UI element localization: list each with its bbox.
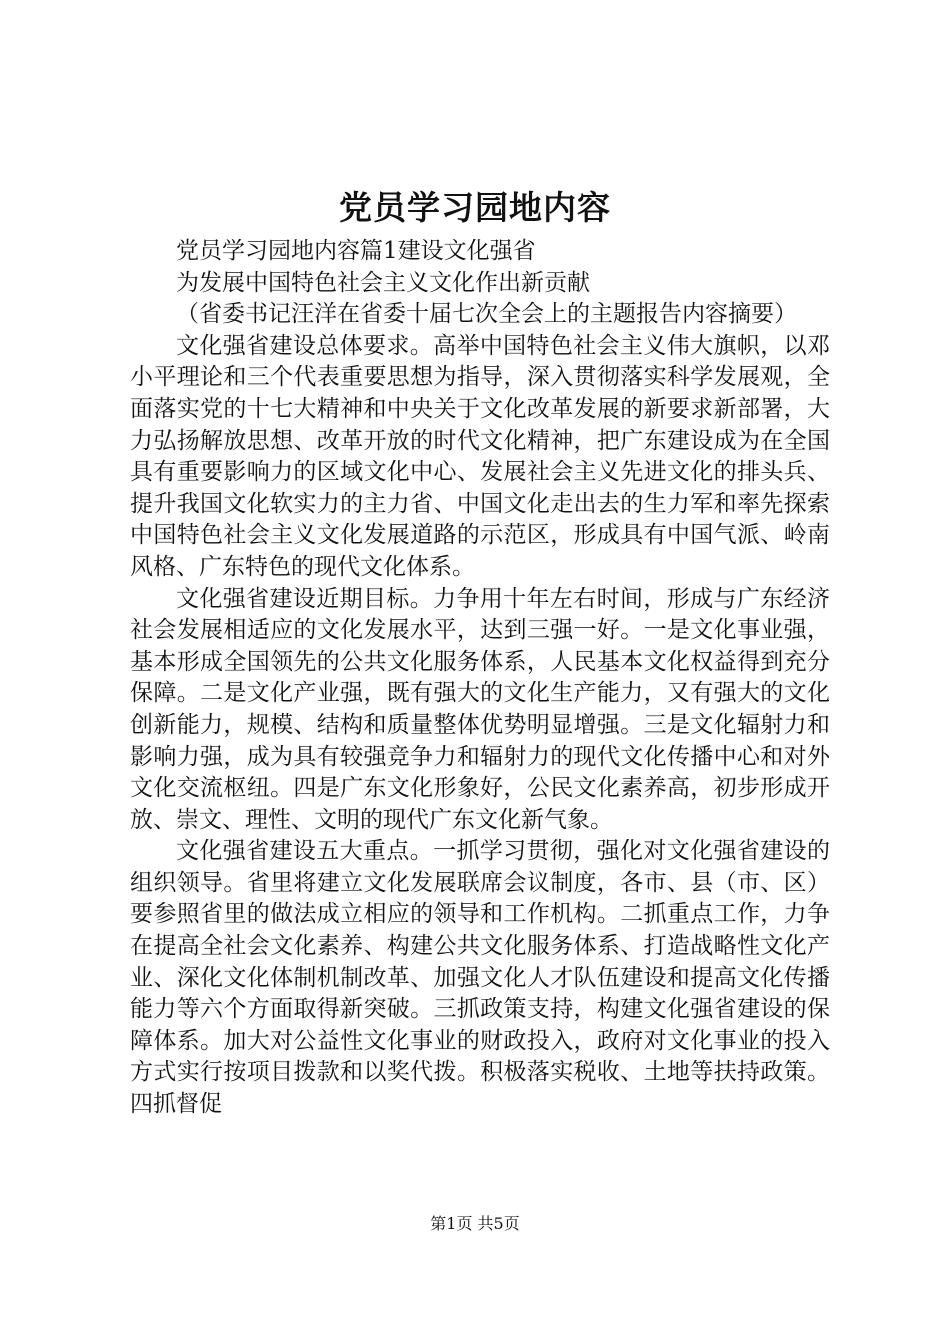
paragraph-overall-requirements: 文化强省建设总体要求。高举中国特色社会主义伟大旗帜，以邓小平理论和三个代表重要思想为指导，深入贯彻落实科学发展观，全面落实党的十七大精神和中央关于文化改革发展的新要求新部署，大力弘扬解放思想、改革开放的时代文化精神，把广东建设成为在全国具有重要影响力的区域文化中心、发展社会主义先进文化的排头兵、提升我国文化软实力的主力省、中国文化走出去的生力军和率先探索中国特色社会主义文化发展道路的示范区，形成具有中国气派、岭南风格、广东特色的现代文化体系。 [130,332,830,580]
paragraph-heading-line-2: 为发展中国特色社会主义文化作出新贡献 [176,269,590,296]
paragraph-report-note: （省委书记汪洋在省委十届七次全会上的主题报告内容摘要） [176,301,797,328]
document-title: 党员学习园地内容 [339,188,611,227]
paragraph-heading-line-1: 党员学习园地内容篇1建设文化强省 [176,238,536,264]
paragraph-five-priorities: 文化强省建设五大重点。一抓学习贯彻，强化对文化强省建设的组织领导。省里将建立文化发展联席会议制度，各市、县（市、区）要参照省里的做法成立相应的领导和工作机构。二抓重点工作，力争在提高全社会文化素养、构建公共文化服务体系、打造战略性文化产业、深化文化体制机制改革、加强文化人才队伍建设和提高文化传播能力等六个方面取得新突破。三抓政策支持，构建文化强省建设的保障体系。加大对公益性文化事业的财政投入，政府对文化事业的投入方式实行按项目拨款和以奖代拨。积极落实税收、土地等扶持政策。四抓督促 [130,838,830,1118]
paragraph-near-term-goals: 文化强省建设近期目标。力争用十年左右时间，形成与广东经济社会发展相适应的文化发展水平，达到三强一好。一是文化事业强，基本形成全国领先的公共文化服务体系，人民基本文化权益得到充分保障。二是文化产业强，既有强大的文化生产能力，又有强大的文化创新能力，规模、结构和质量整体优势明显增强。三是文化辐射力和影响力强，成为具有较强竞争力和辐射力的现代文化传播中心和对外文化交流枢纽。四是广东文化形象好，公民文化素养高，初步形成开放、崇文、理性、文明的现代广东文化新气象。 [130,585,830,833]
document-body [130,236,830,1121]
page-footer: 第1页 共5页 [430,1214,520,1233]
